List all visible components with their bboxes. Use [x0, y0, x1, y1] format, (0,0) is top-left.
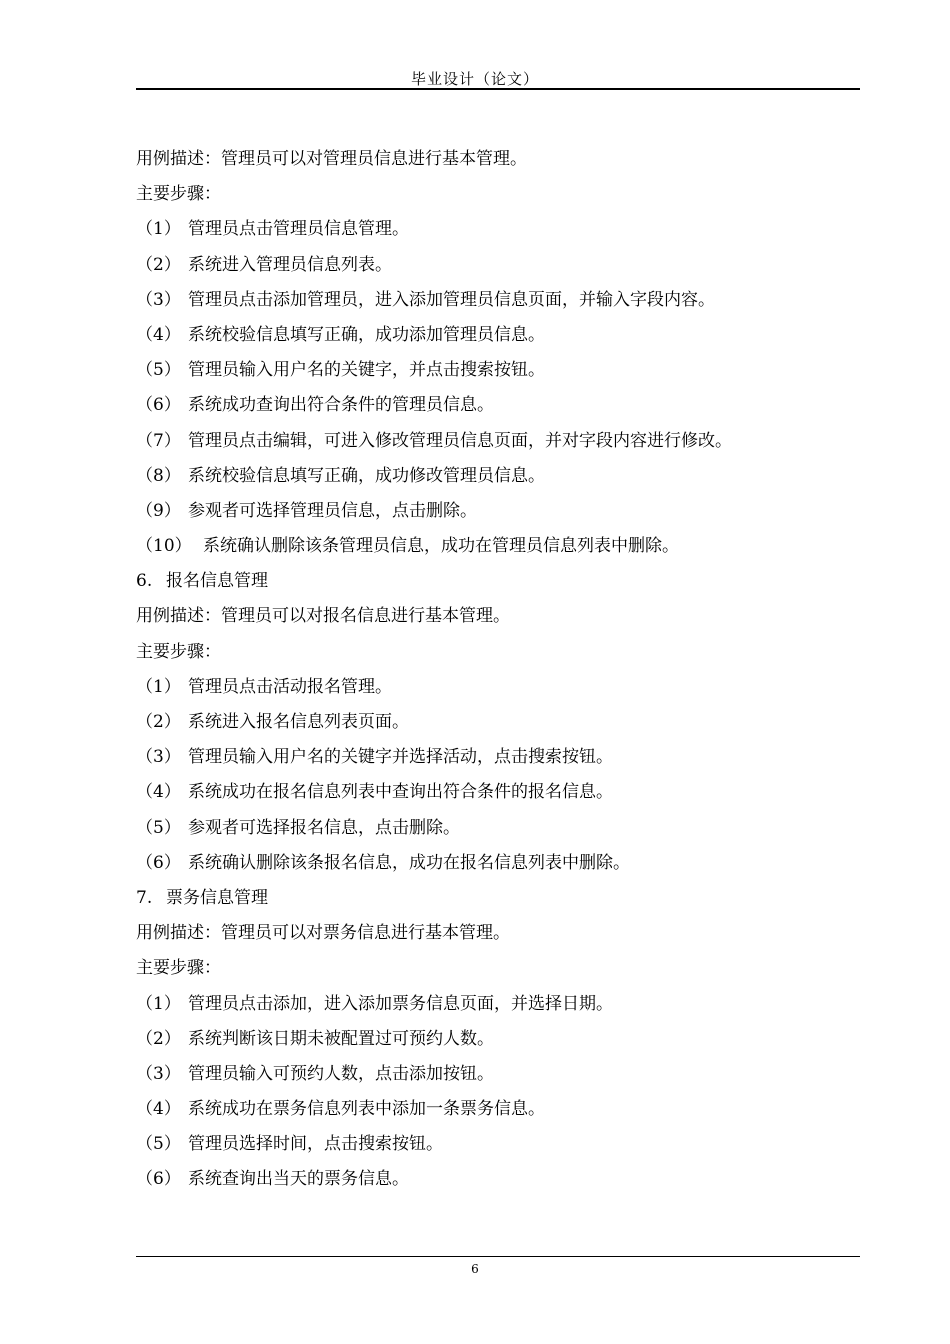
- step-text: 系统判断该日期未被配置过可预约人数。: [188, 1028, 494, 1049]
- step-number: （3）: [136, 289, 181, 310]
- step-text: 管理员点击添加，进入添加票务信息页面，并选择日期。: [188, 993, 613, 1014]
- step-text: 参观者可选择报名信息，点击删除。: [188, 817, 460, 838]
- step-text: 参观者可选择管理员信息，点击删除。: [188, 500, 477, 521]
- step-item: [136, 286, 860, 321]
- section-title: 票务信息管理: [166, 887, 268, 908]
- step-number: （4）: [136, 782, 181, 803]
- step-item: [136, 778, 860, 813]
- step-item: [136, 708, 860, 743]
- step-text: 系统校验信息填写正确，成功添加管理员信息。: [188, 324, 545, 345]
- step-number: （7）: [136, 430, 181, 451]
- use-case-description: 用例描述：管理员可以对报名信息进行基本管理。: [136, 606, 510, 627]
- step-item: [136, 321, 860, 356]
- step-number: （5）: [136, 360, 181, 381]
- footer-divider: [136, 1256, 860, 1257]
- step-number: （4）: [136, 1099, 181, 1120]
- step-number: （1）: [136, 219, 181, 240]
- step-text: 系统确认删除该条管理员信息，成功在管理员信息列表中删除。: [203, 536, 679, 557]
- step-number: （3）: [136, 1063, 181, 1084]
- step-number: （2）: [136, 712, 181, 732]
- step-item: [136, 1130, 860, 1165]
- steps-label: 主要步骤：: [136, 958, 221, 979]
- step-number: （10）: [136, 536, 192, 557]
- step-text: 管理员输入用户名的关键字并选择活动，点击搜索按钮。: [188, 747, 613, 768]
- step-text: 管理员点击编辑，可进入修改管理员信息页面，并对字段内容进行修改。: [188, 430, 732, 451]
- step-number: （2）: [136, 1028, 181, 1049]
- step-text: 管理员输入用户名的关键字，并点击搜索按钮。: [188, 360, 545, 381]
- step-item: [136, 1060, 860, 1095]
- step-item: [136, 743, 860, 778]
- step-text: 系统成功在票务信息列表中添加一条票务信息。: [188, 1099, 545, 1120]
- step-number: （2）: [136, 254, 181, 275]
- step-number: （5）: [136, 817, 181, 838]
- step-text: 管理员点击活动报名管理。: [188, 676, 392, 697]
- section-number: 6.: [136, 571, 153, 592]
- step-text: 管理员输入可预约人数，点击添加按钮。: [188, 1063, 494, 1084]
- step-text: 管理员点击添加管理员，进入添加管理员信息页面，并输入字段内容。: [188, 289, 715, 310]
- step-item: [136, 849, 860, 884]
- section-heading: [136, 567, 860, 602]
- use-case-description: 用例描述：管理员可以对票务信息进行基本管理。: [136, 923, 510, 944]
- header-divider: [136, 88, 860, 90]
- step-number: （9）: [136, 500, 181, 521]
- step-number: （4）: [136, 324, 181, 345]
- step-text: 系统查询出当天的票务信息。: [188, 1169, 409, 1190]
- step-item: [136, 497, 860, 532]
- step-text: 管理员点击管理员信息管理。: [188, 219, 409, 240]
- steps-label: 主要步骤：: [136, 184, 221, 205]
- step-item: [136, 427, 860, 462]
- step-item: [136, 1025, 860, 1060]
- step-text: 系统确认删除该条报名信息，成功在报名信息列表中删除。: [188, 852, 630, 873]
- step-item: [136, 532, 860, 567]
- step-item: [136, 251, 860, 286]
- page-header-title: 毕业设计（论文）: [410, 70, 539, 88]
- step-text: 系统进入报名信息列表页面。: [188, 712, 409, 732]
- step-number: （5）: [136, 1134, 181, 1155]
- step-text: 系统校验信息填写正确，成功修改管理员信息。: [188, 465, 545, 486]
- use-case-description: 用例描述：管理员可以对管理员信息进行基本管理。: [136, 149, 527, 169]
- step-item: [136, 391, 860, 426]
- step-item: [136, 990, 860, 1025]
- document-body: [136, 145, 860, 1201]
- step-number: （6）: [136, 1169, 181, 1190]
- step-item: [136, 1165, 860, 1200]
- step-item: [136, 1095, 860, 1130]
- step-item: [136, 356, 860, 391]
- step-text: 管理员选择时间，点击搜索按钮。: [188, 1134, 443, 1155]
- section-heading: [136, 884, 860, 919]
- step-item: [136, 673, 860, 708]
- step-item: [136, 814, 860, 849]
- step-text: 系统进入管理员信息列表。: [188, 254, 392, 275]
- page-number: 6: [471, 1262, 479, 1276]
- step-text: 系统成功查询出符合条件的管理员信息。: [188, 395, 494, 416]
- step-number: （6）: [136, 395, 181, 416]
- step-number: （6）: [136, 852, 181, 873]
- steps-label: 主要步骤：: [136, 641, 221, 662]
- step-number: （1）: [136, 993, 181, 1014]
- section-title: 报名信息管理: [166, 571, 268, 592]
- step-number: （3）: [136, 747, 181, 768]
- section-number: 7.: [136, 887, 153, 908]
- step-number: （1）: [136, 676, 181, 697]
- step-item: [136, 462, 860, 497]
- step-number: （8）: [136, 465, 181, 486]
- step-item: [136, 215, 860, 250]
- step-text: 系统成功在报名信息列表中查询出符合条件的报名信息。: [188, 782, 613, 803]
